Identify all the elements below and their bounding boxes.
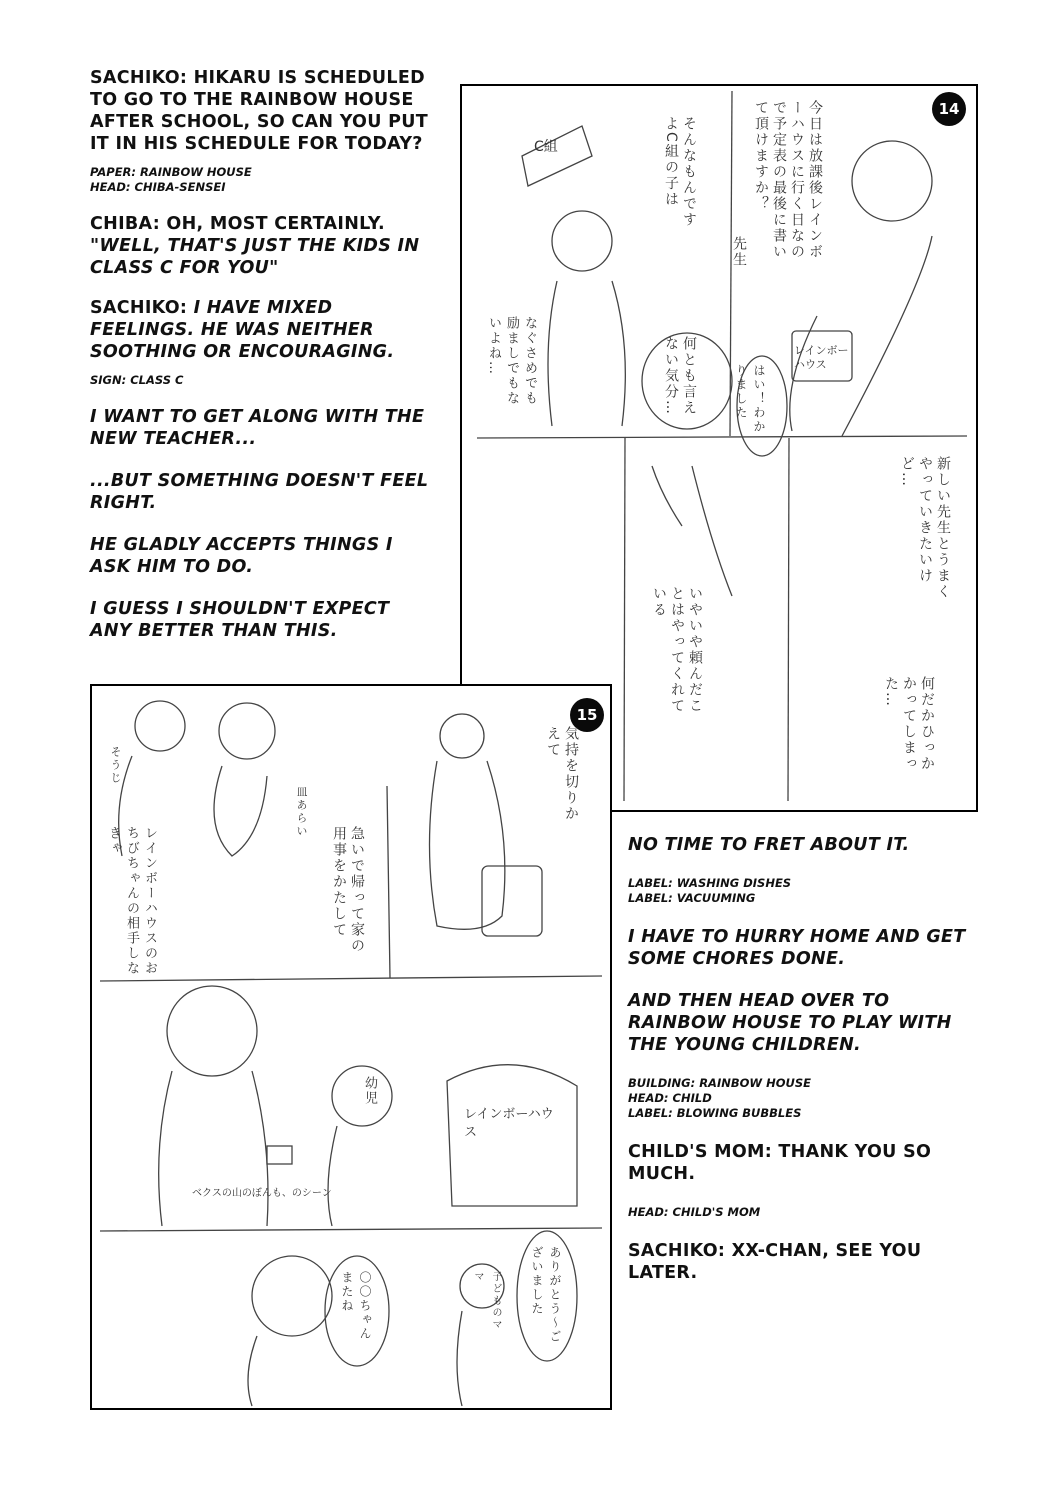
building-label: BUILDING: RAINBOW HOUSE — [628, 1076, 811, 1090]
thought-not-right: ...BUT SOMETHING DOESN'T FEEL RIGHT. — [90, 471, 429, 513]
sketch-note-see-you: 〇〇ちゃんまたね — [340, 1271, 372, 1341]
sketch-child-label: 幼児 — [362, 1076, 377, 1106]
sachiko-bye-line: SACHIKO: XX-CHAN, SEE YOU LATER. — [628, 1241, 922, 1283]
sketch-note-caught: 何だかひっかかってしまった… — [883, 676, 935, 772]
sachiko-speaker: SACHIKO: — [90, 298, 194, 318]
sketch-mom-label: 子どものママ — [472, 1271, 501, 1331]
left-notes — [90, 67, 435, 642]
sachiko-request-line: SACHIKO: HIKARU IS SCHEDULED TO GO TO THE RAINBOW HOUSE AFTER SCHOOL, SO CAN YOU PUT IT IN HIS SCHEDULE FOR TODAY? — [90, 68, 428, 154]
right-notes — [628, 834, 976, 1284]
sketch-note-neither: なぐさめでも励ましでもないよね… — [486, 316, 537, 406]
sachiko-feelings-line — [90, 297, 435, 363]
sketch-sensei-label: 先生 — [731, 236, 747, 268]
sketch-sign-class-c: C組 — [534, 139, 558, 155]
hurry-home-line: I HAVE TO HURRY HOME AND GET SOME CHORES DONE. — [628, 927, 966, 969]
sketch-note-play: レインボーハウスのおちびちゃんの相手しなきゃ — [106, 826, 157, 976]
rainbow-house-line: AND THEN HEAD OVER TO RAINBOW HOUSE TO PLAY WITH THE YOUNG CHILDREN. — [628, 991, 952, 1055]
head-child-label: HEAD: CHILD — [628, 1091, 712, 1105]
sketch-label-dishes: 皿あらい — [295, 786, 308, 838]
label-bubbles: LABEL: BLOWING BUBBLES — [628, 1106, 802, 1120]
sketch-note-feeling: 何とも言えない気分… — [663, 336, 697, 416]
head-label-chiba: HEAD: CHIBA-SENSEI — [90, 180, 226, 194]
storyboard-page-15 — [90, 684, 612, 1410]
sketch-bubble-scene: ベクスの山のぼんも、のシーン — [192, 1188, 332, 1199]
sign-label: SIGN: CLASS C — [90, 373, 184, 387]
chiba-quote: "WELL, THAT'S JUST THE KIDS IN CLASS C FOR YOU" — [90, 236, 420, 278]
sketch-label-cleaning: そうじ — [109, 746, 122, 785]
sketch-note-hurry: 急いで帰って家の用事をかたして — [331, 826, 365, 954]
paper-label: PAPER: RAINBOW HOUSE — [90, 165, 252, 179]
sketch-note-thanks: ありがとう～ございました — [530, 1246, 562, 1344]
label-vacuuming: LABEL: VACUUMING — [628, 891, 756, 905]
sketch-note-class-c: そんなもんですよC組の子は — [663, 116, 697, 228]
sketch-note-switch: 気持を切りかえて — [545, 726, 579, 822]
chiba-line: CHIBA: OH, MOST CERTAINLY. — [90, 214, 385, 234]
sachiko-feelings-text: I HAVE MIXED FEELINGS. HE WAS NEITHER SOOTHING OR ENCOURAGING. — [90, 298, 395, 362]
thought-expect: I GUESS I SHOULDN'T EXPECT ANY BETTER THAN THIS. — [90, 599, 390, 641]
thought-new-teacher: I WANT TO GET ALONG WITH THE NEW TEACHER... — [90, 407, 425, 449]
page-number-badge: 15 — [570, 698, 604, 732]
sketch-note-still: いやいや頼んだことはやってくれている — [651, 586, 703, 714]
no-time-line: NO TIME TO FRET ABOUT IT. — [628, 835, 910, 855]
sketch-note-new-teacher: 新しい先生とうまくやっていきたいけど… — [899, 456, 951, 600]
sketch-paper-label: レインボーハウス — [794, 344, 849, 371]
sketch-note-yes: はい！わかりました — [734, 364, 766, 434]
page-number-badge: 14 — [932, 92, 966, 126]
mom-thanks-line: CHILD'S MOM: THANK YOU SO MUCH. — [628, 1142, 932, 1184]
sketch-note-request: 今日は放課後レインボーハウスに行く日なので予定表の最後に書いて頂けますか？ — [753, 100, 823, 260]
thought-accepts: HE GLADLY ACCEPTS THINGS I ASK HIM TO DO. — [90, 535, 393, 577]
label-washing-dishes: LABEL: WASHING DISHES — [628, 876, 792, 890]
head-mom-label: HEAD: CHILD'S MOM — [628, 1205, 761, 1219]
sketch-sign-rainbow: レインボーハウス — [464, 1107, 554, 1140]
